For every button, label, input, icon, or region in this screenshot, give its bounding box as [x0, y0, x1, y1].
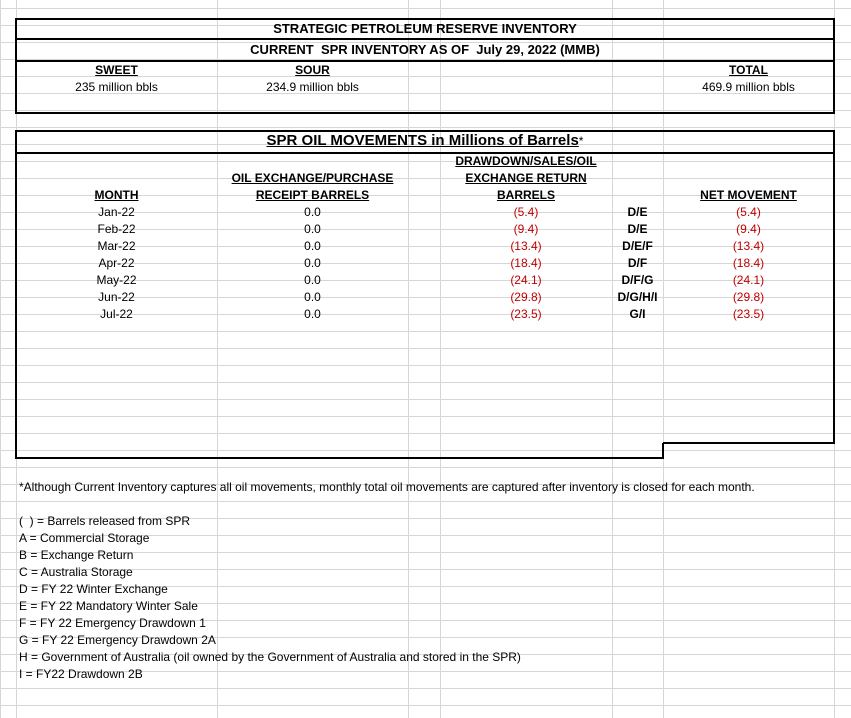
exchange-header: OIL EXCHANGE/PURCHASE RECEIPT BARRELS	[231, 171, 394, 202]
row-exchange: 0.0	[304, 222, 321, 236]
legend-item: E = FY 22 Mandatory Winter Sale	[19, 599, 198, 613]
row-code: D/E	[627, 222, 648, 236]
row-drawdown: (13.4)	[510, 239, 542, 253]
sweet-value: 235 million bbls	[75, 80, 158, 94]
month-header: MONTH	[94, 188, 139, 202]
legend-item: A = Commercial Storage	[19, 531, 150, 545]
legend-item: F = FY 22 Emergency Drawdown 1	[19, 616, 206, 630]
row-code: D/F/G	[621, 273, 654, 287]
row-net: (23.5)	[732, 307, 765, 321]
row-net: (18.4)	[732, 256, 765, 270]
row-code: D/F	[627, 256, 648, 270]
legend-item: I = FY22 Drawdown 2B	[19, 667, 143, 681]
row-drawdown: (29.8)	[510, 290, 542, 304]
drawdown-header: DRAWDOWN/SALES/OIL EXCHANGE RETURN BARRELS	[455, 154, 597, 202]
sour-value: 234.9 million bbls	[266, 80, 359, 94]
row-code: D/E	[627, 205, 648, 219]
legend-item: D = FY 22 Winter Exchange	[19, 582, 168, 596]
row-code: D/G/H/I	[617, 290, 658, 304]
report-subtitle: CURRENT SPR INVENTORY AS OF July 29, 2022 (MMB)	[250, 42, 600, 57]
footnote: *Although Current Inventory captures all oil movements, monthly total oil movements are captured after inventory is closed for each month.	[19, 480, 755, 494]
row-drawdown: (24.1)	[510, 273, 542, 287]
row-month: Feb-22	[97, 222, 136, 236]
row-month: Jul-22	[100, 307, 133, 321]
row-drawdown: (5.4)	[513, 205, 539, 219]
row-month: Mar-22	[97, 239, 136, 253]
row-month: May-22	[96, 273, 137, 287]
row-month: Jan-22	[98, 205, 135, 219]
report-title: STRATEGIC PETROLEUM RESERVE INVENTORY	[273, 21, 577, 36]
row-exchange: 0.0	[304, 290, 321, 304]
total-value: 469.9 million bbls	[702, 80, 795, 94]
row-drawdown: (18.4)	[510, 256, 542, 270]
movements-title: SPR OIL MOVEMENTS in Millions of Barrels*	[266, 132, 584, 149]
row-net: (9.4)	[736, 222, 761, 236]
legend-item: H = Government of Australia (oil owned by the Government of Australia and stored in the SPR)	[19, 650, 521, 664]
row-net: (5.4)	[736, 205, 761, 219]
row-exchange: 0.0	[304, 256, 321, 270]
legend-item: G = FY 22 Emergency Drawdown 2A	[19, 633, 216, 647]
sour-header: SOUR	[295, 63, 330, 77]
legend-item: B = Exchange Return	[19, 548, 134, 562]
net-movement-header: NET MOVEMENT	[700, 188, 797, 202]
row-exchange: 0.0	[304, 205, 321, 219]
row-net: (24.1)	[732, 273, 765, 287]
row-month: Jun-22	[98, 290, 135, 304]
row-month: Apr-22	[98, 256, 135, 270]
row-exchange: 0.0	[304, 239, 321, 253]
row-exchange: 0.0	[304, 307, 321, 321]
legend-item: ( ) = Barrels released from SPR	[19, 514, 191, 528]
row-net: (29.8)	[732, 290, 765, 304]
row-drawdown: (9.4)	[513, 222, 539, 236]
row-exchange: 0.0	[304, 273, 321, 287]
total-header: TOTAL	[729, 63, 768, 77]
row-drawdown: (23.5)	[510, 307, 542, 321]
sweet-header: SWEET	[95, 63, 138, 77]
legend-item: C = Australia Storage	[19, 565, 133, 579]
row-code: G/I	[629, 307, 646, 321]
row-code: D/E/F	[622, 239, 653, 253]
row-net: (13.4)	[732, 239, 765, 253]
